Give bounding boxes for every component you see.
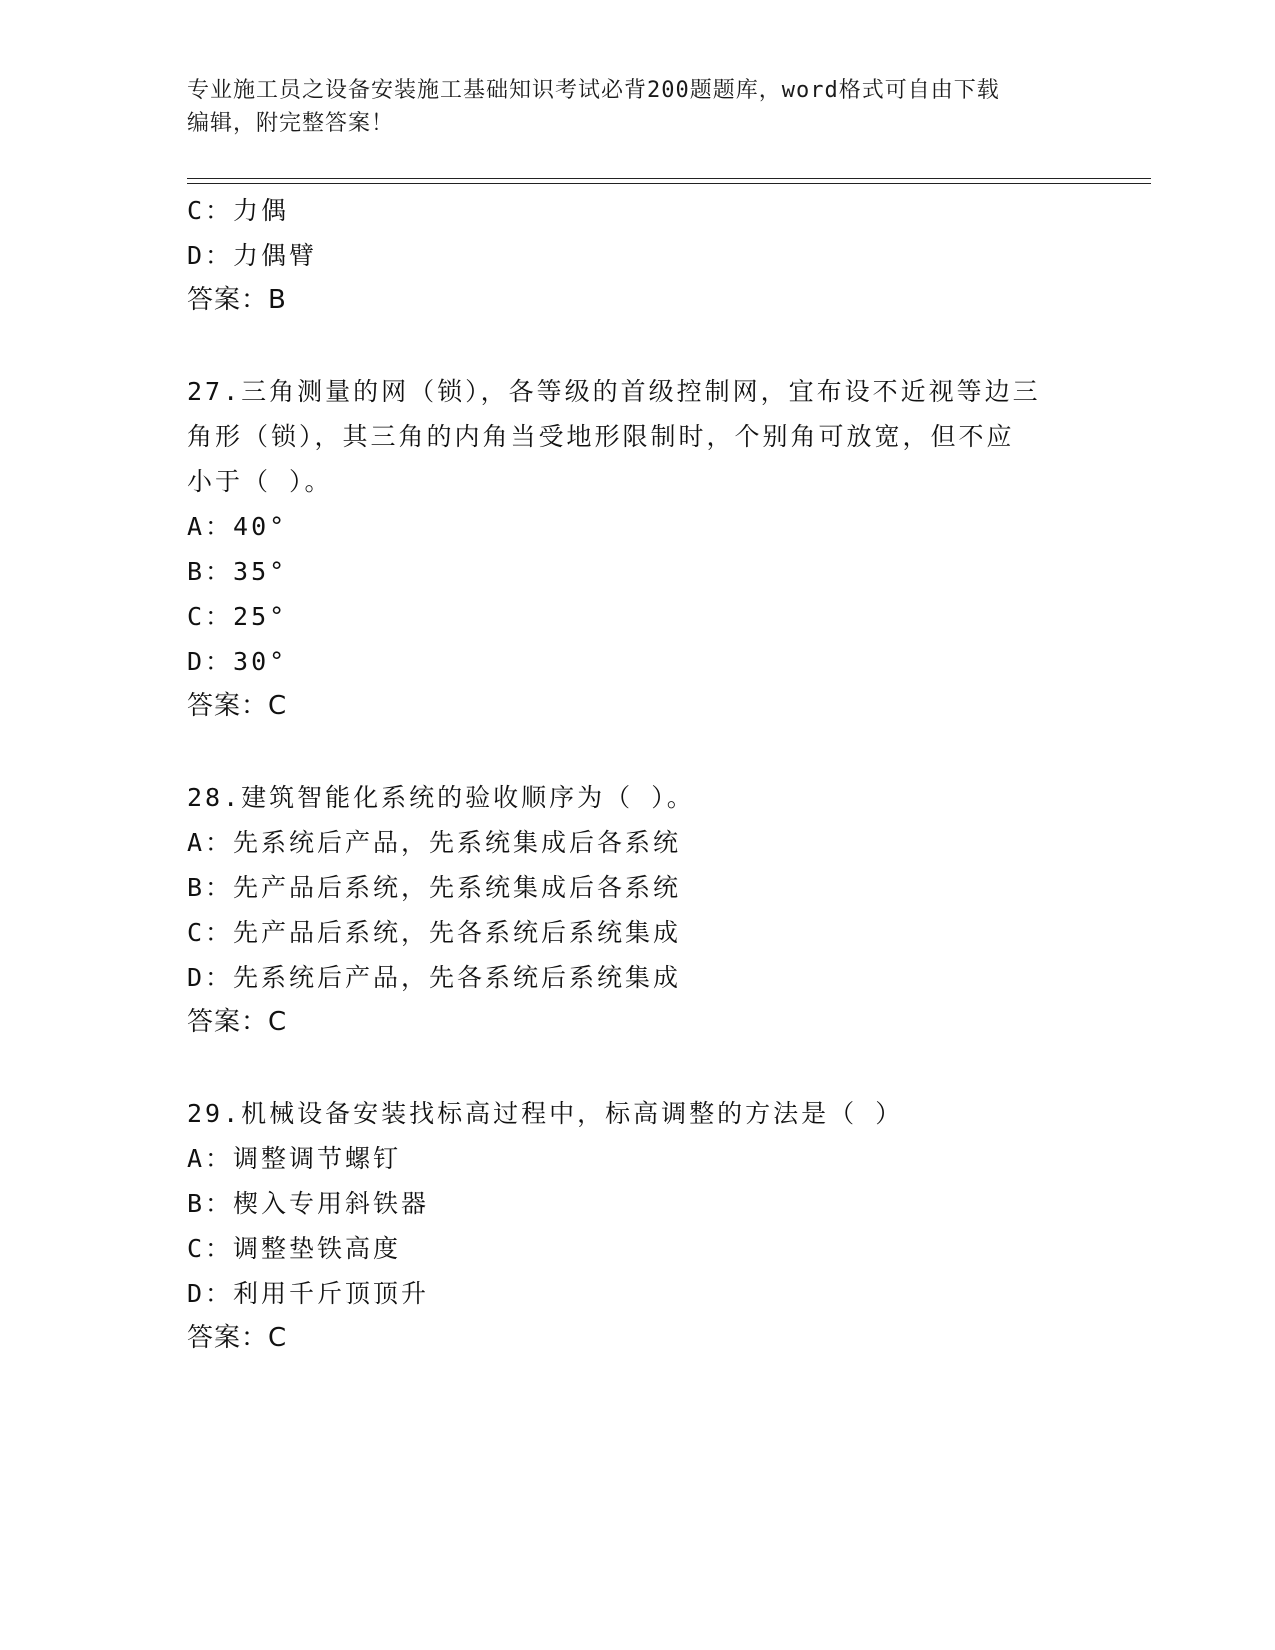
option-b: B：楔入专用斜铁器 [187, 1189, 430, 1218]
option-c: C：调整垫铁高度 [187, 1234, 402, 1263]
option-d: D：利用千斤顶顶升 [187, 1279, 430, 1308]
question-block-27 [187, 369, 1087, 729]
option-a: A：调整调节螺钉 [187, 1144, 402, 1173]
option-b: B：35° [187, 557, 288, 586]
header-line-2: 编辑，附完整答案！ [187, 111, 395, 136]
answer-line: 答案：C [187, 691, 288, 721]
question-text-line: 角形（锁），其三角的内角当受地形限制时，个别角可放宽，但不应 [187, 422, 1015, 451]
option-c: C：力偶 [187, 196, 290, 225]
question-list [187, 188, 1087, 1361]
question-block-28 [187, 775, 1087, 1045]
question-text-line: 小于（ ）。 [187, 467, 333, 496]
option-d: D：先系统后产品，先各系统后系统集成 [187, 963, 682, 992]
question-text-line: 27.三角测量的网（锁），各等级的首级控制网，宜布设不近视等边三 [187, 377, 1041, 406]
option-a: A：40° [187, 512, 288, 541]
question-block-29 [187, 1091, 1087, 1361]
document-header [187, 74, 1067, 140]
header-divider-bottom [187, 183, 1151, 184]
question-text-line: 28.建筑智能化系统的验收顺序为（ ）。 [187, 783, 695, 812]
question-block-26 [187, 188, 1087, 323]
option-c: C：25° [187, 602, 288, 631]
answer-line: 答案：C [187, 1323, 288, 1353]
option-d: D：30° [187, 647, 288, 676]
header-divider-top [187, 178, 1151, 179]
option-c: C：先产品后系统，先各系统后系统集成 [187, 918, 682, 947]
question-text [187, 775, 1087, 820]
question-text-line: 29.机械设备安装找标高过程中，标高调整的方法是（ ） [187, 1099, 904, 1128]
option-d: D：力偶臂 [187, 241, 318, 270]
answer-line: 答案：B [187, 285, 287, 315]
question-text [187, 369, 1087, 504]
header-line-1: 专业施工员之设备安装施工基础知识考试必背200题题库，word格式可自由下载 [187, 78, 1000, 103]
option-a: A：先系统后产品，先系统集成后各系统 [187, 828, 682, 857]
question-text [187, 1091, 1087, 1136]
option-b: B：先产品后系统，先系统集成后各系统 [187, 873, 682, 902]
answer-line: 答案：C [187, 1007, 288, 1037]
